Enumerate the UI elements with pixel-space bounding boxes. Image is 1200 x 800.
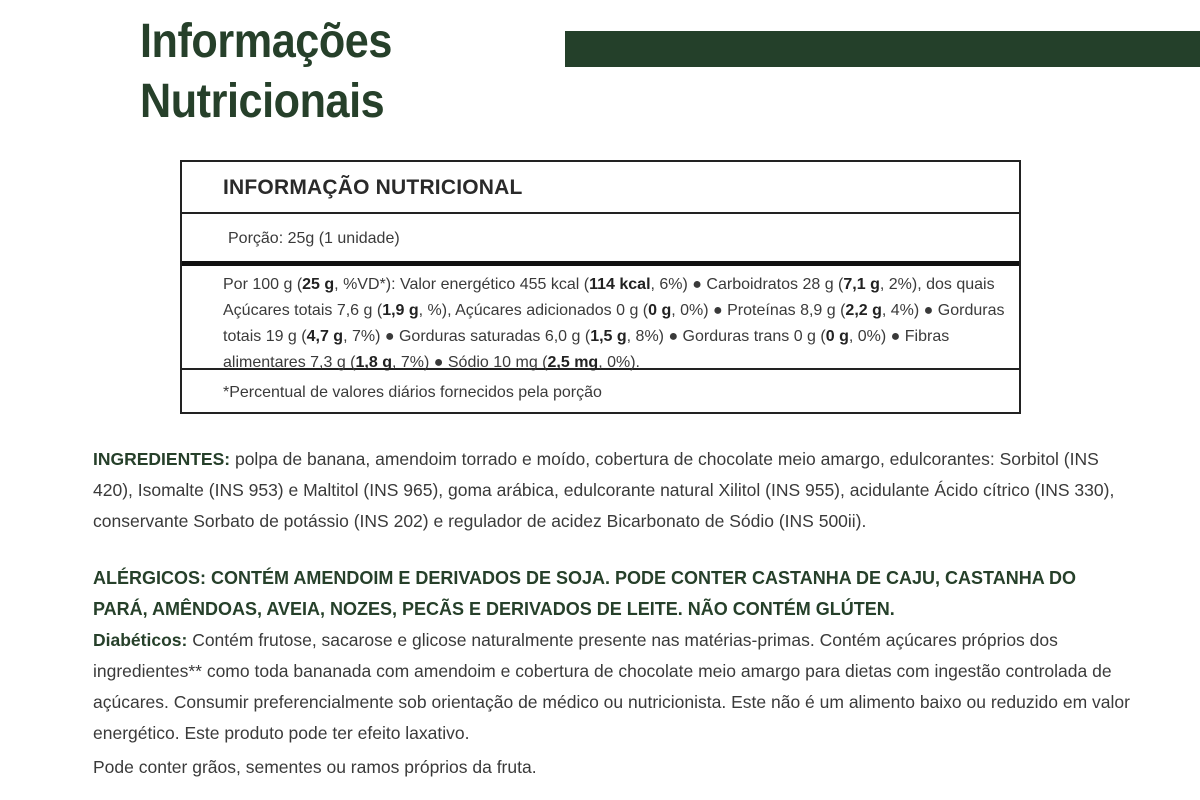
- allergens-warning: ALÉRGICOS: CONTÉM AMENDOIM E DERIVADOS DE SOJA. PODE CONTER CASTANHA DE CAJU, CASTANHA DO PARÁ, AMÊNDOAS, AVEIA, NOZES, PECÃS E DERIVADOS DE LEITE. NÃO CONTÉM GLÚTEN.: [93, 568, 1077, 619]
- page-title: [140, 12, 392, 132]
- nutrient-text: Por 100 g (: [223, 276, 303, 293]
- nutrient-text: , 7%) ● Sódio 10 mg (: [391, 354, 548, 371]
- nutrient-value: 1,8 g: [355, 354, 392, 371]
- ingredients-paragraph: [93, 444, 1123, 537]
- ingredients-label: INGREDIENTES:: [93, 449, 231, 469]
- fruit-note: Pode conter grãos, sementes ou ramos próprios da fruta.: [93, 757, 537, 777]
- diabetics-paragraph: [93, 625, 1133, 749]
- nutrient-text: , %), Açúcares adicionados 0 g (: [418, 302, 649, 319]
- nutrient-text: , %VD*): Valor energético 455 kcal (: [334, 276, 590, 293]
- diabetics-label: Diabéticos:: [93, 630, 188, 650]
- nutrient-value: 2,2 g: [845, 302, 882, 319]
- nutrient-value: 114 kcal: [589, 276, 651, 293]
- nutrient-value: 0 g: [825, 328, 849, 345]
- nutrition-table-values-row: [182, 266, 1019, 370]
- nutrient-text: , 8%) ● Gorduras trans 0 g (: [626, 328, 826, 345]
- nutrient-value: 7,1 g: [843, 276, 880, 293]
- nutrient-value: 4,7 g: [306, 328, 344, 345]
- accent-bar: [565, 31, 1200, 67]
- nutrient-value: 1,9 g: [382, 302, 419, 319]
- nutrient-text: , 7%) ● Gorduras saturadas 6,0 g (: [343, 328, 591, 345]
- nutrient-value: 2,5 mg: [547, 354, 599, 371]
- nutrition-table-portion-row: [182, 214, 1019, 266]
- nutrient-text: , 2%), dos quais Açúcares totais 7,6 g (: [223, 276, 995, 319]
- nutrition-table-header: [182, 162, 1019, 214]
- daily-value-footnote: *Percentual de valores diários fornecidos pela porção: [223, 384, 602, 401]
- nutrient-text: , 0%) ● Fibras alimentares 7,3 g (: [223, 328, 950, 371]
- ingredients-text: polpa de banana, amendoim torrado e moído, cobertura de chocolate meio amargo, edulcorantes: Sorbitol (INS 420), Isomalte (INS 953) e Maltitol (INS 965), goma arábica, edulcorante natural Xilitol (INS 955), acidulante Ácido cítrico (INS 330), conservante Sorbato de potássio (INS 202) e regulador de acidez Bicarbonato de Sódio (INS 500ii).: [93, 449, 1115, 531]
- portion-size: Porção: 25g (1 unidade): [228, 230, 400, 247]
- diabetics-text: Contém frutose, sacarose e glicose naturalmente presente nas matérias-primas. Contém açúcares próprios dos ingredientes** como toda bananada com amendoim e cobertura de chocolate meio amargo para dietas com ingestão controlada de açúcares. Consumir preferencialmente sob orientação de médico ou nutricionista. Este não é um alimento baixo ou reduzido em valor energético. Este produto pode ter efeito laxativo.: [93, 630, 1130, 743]
- nutrient-text: , 0%) ● Proteínas 8,9 g (: [671, 302, 846, 319]
- nutrition-values-text: [223, 272, 1013, 376]
- nutrient-value: 1,5 g: [590, 328, 627, 345]
- nutrient-text: , 0%).: [598, 354, 640, 371]
- nutrition-table: [180, 160, 1021, 414]
- nutrient-text: , 4%) ● Gorduras totais 19 g (: [223, 302, 1005, 345]
- page-title-line-1: Informações: [140, 15, 392, 68]
- page-title-line-2: Nutricionais: [140, 75, 385, 128]
- nutrition-table-title: INFORMAÇÃO NUTRICIONAL: [223, 176, 523, 199]
- nutrient-value: 25 g: [302, 276, 335, 293]
- nutrient-text: , 6%) ● Carboidratos 28 g (: [650, 276, 844, 293]
- nutrition-table-footnote-row: [182, 370, 1019, 412]
- nutrient-value: 0 g: [648, 302, 672, 319]
